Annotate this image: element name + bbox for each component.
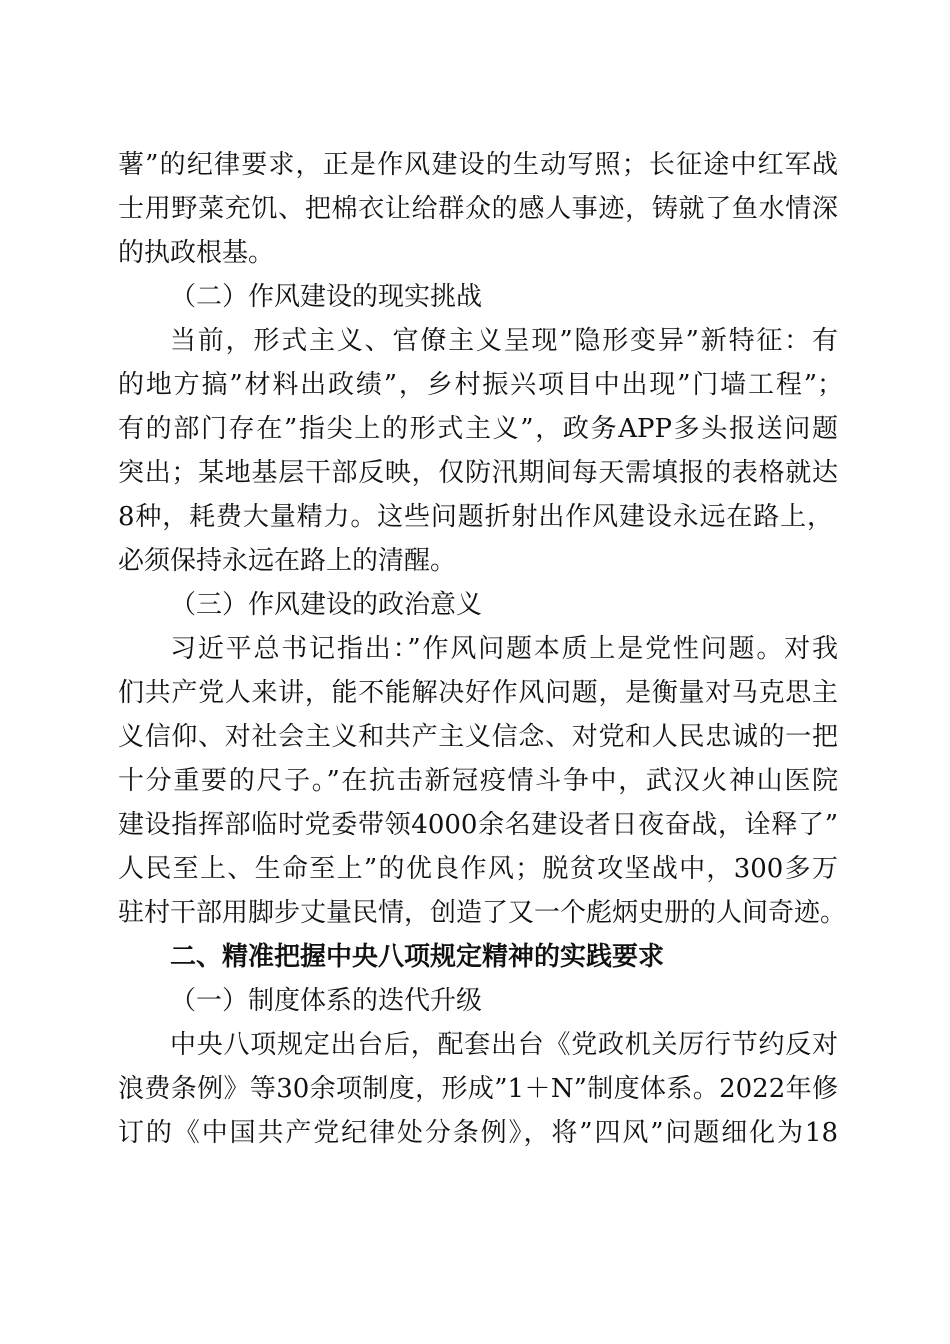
body-line: 必须保持永远在路上的清醒。: [118, 546, 457, 576]
section-heading-3: （三）作风建设的政治意义: [170, 590, 483, 620]
body-line: 薯”的纪律要求，正是作风建设的生动写照；长征途中红军战: [118, 150, 838, 180]
body-line: 的执政根基。: [118, 238, 275, 268]
body-line: 当前，形式主义、官僚主义呈现”隐形变异”新特征：有: [170, 326, 838, 356]
body-line: 突出；某地基层干部反映，仅防汛期间每天需填报的表格就达: [118, 458, 838, 488]
body-line: 义信仰、对社会主义和共产主义信念、对党和人民忠诚的一把: [118, 722, 838, 752]
body-line: 们共产党人来讲，能不能解决好作风问题，是衡量对马克思主: [118, 678, 838, 708]
body-line: 士用野菜充饥、把棉衣让给群众的感人事迹，铸就了鱼水情深: [118, 194, 838, 224]
body-line: 的地方搞”材料出政绩”，乡村振兴项目中出现”门墙工程”；: [118, 370, 843, 400]
body-line: 驻村干部用脚步丈量民情，创造了又一个彪炳史册的人间奇迹。: [118, 898, 847, 928]
body-line: 习近平总书记指出：”作风问题本质上是党性问题。对我: [170, 634, 838, 664]
body-line: 浪费条例》等30余项制度，形成”1＋N”制度体系。2022年修: [118, 1074, 838, 1104]
body-line: 十分重要的尺子。”在抗击新冠疫情斗争中，武汉火神山医院: [118, 766, 838, 796]
body-line: 建设指挥部临时党委带领4000余名建设者日夜奋战，诠释了”: [118, 810, 838, 840]
chapter-heading-2: 二、精准把握中央八项规定精神的实践要求: [170, 942, 665, 972]
section-heading-2: （二）作风建设的现实挑战: [170, 282, 483, 312]
body-line: 有的部门存在”指尖上的形式主义”，政务APP多头报送问题: [118, 414, 838, 444]
body-line: 8种，耗费大量精力。这些问题折射出作风建设永远在路上，: [118, 502, 833, 532]
body-line: 订的《中国共产党纪律处分条例》，将”四风”问题细化为18: [118, 1118, 838, 1148]
body-line: 人民至上、生命至上”的优良作风；脱贫攻坚战中，300多万: [118, 854, 838, 884]
body-line: 中央八项规定出台后，配套出台《党政机关厉行节约反对: [170, 1030, 838, 1060]
section-heading-1: （一）制度体系的迭代升级: [170, 986, 483, 1016]
